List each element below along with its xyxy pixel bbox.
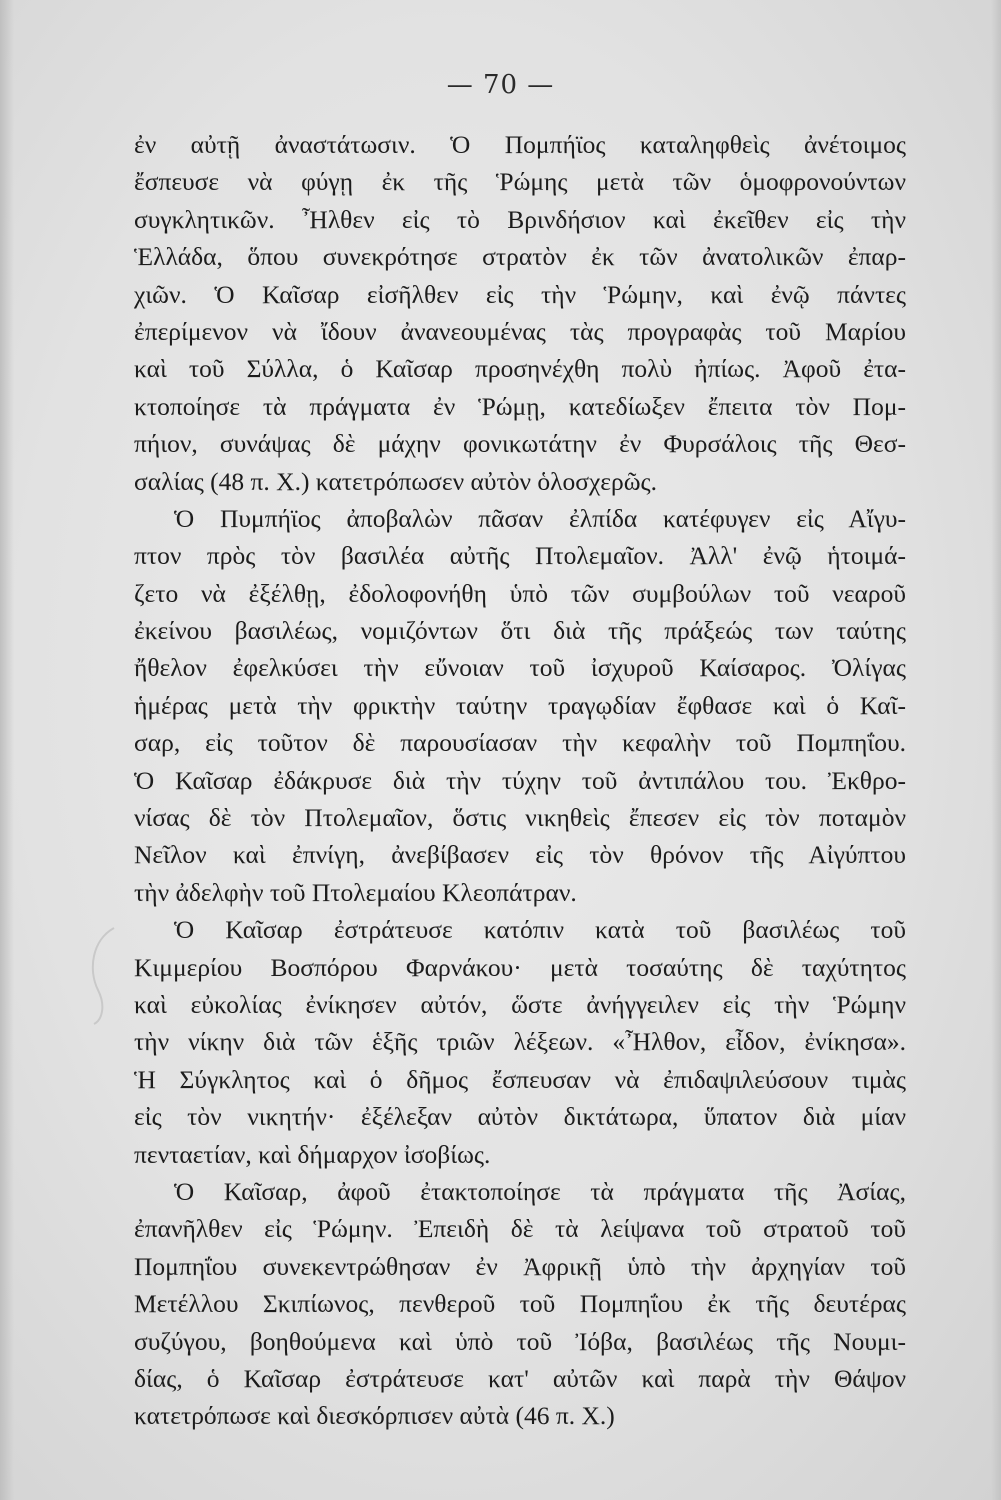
paragraph [134,500,906,911]
text-line: ἡμέρας μετὰ τὴν φρικτὴν ταύτην τραγῳδίαν ἔφθασε καὶ ὁ Καῖ- [134,690,906,720]
text-line: ἐπανῆλθεν εἰς Ῥώμην. Ἐπειδὴ δὲ τὰ λείψανα τοῦ στρατοῦ τοῦ [134,1214,906,1244]
text-line: κτοποίησε τὰ πράγματα ἐν Ῥώμῃ, κατεδίωξεν ἔπειτα τὸν Πομ- [134,391,906,421]
text-line: Ὁ Καῖσαρ ἐδάκρυσε διὰ τὴν τύχην τοῦ ἀντιπάλου του. Ἐκθρο- [134,765,906,795]
text-line: Νεῖλον καὶ ἐπνίγη, ἀνεβίβασεν εἰς τὸν θρόνον τῆς Αἰγύπτου [134,840,906,870]
text-line: πτον πρὸς τὸν βασιλέα αὐτῆς Πτολεμαῖον. Ἀλλ' ἐνῷ ἡτοιμά- [134,541,906,571]
text-line: ἐν αὐτῇ ἀναστάτωσιν. Ὁ Πομπήϊος καταληφθεὶς ἀνέτοιμος [134,130,906,159]
text-line: Κιμμερίου Βοσπόρου Φαρνάκου· μετὰ τοσαύτης δὲ ταχύτητος [134,952,906,982]
text-line: τὴν νίκην διὰ τῶν ἑξῆς τριῶν λέξεων. «Ἦλθον, εἶδον, ἐνίκησα». [134,1027,906,1057]
paragraph [134,1173,906,1435]
page-number: — 70 — [446,70,555,100]
text-line: πενταετίαν, καὶ δήμαρχον ἰσοβίως. [134,1139,491,1169]
paragraph [134,126,906,500]
text-line: Ἡ Σύγκλητος καὶ ὁ δῆμος ἔσπευσαν νὰ ἐπιδαψιλεύσουν τιμὰς [134,1064,906,1094]
text-line: Ὁ Πυμπήϊος ἀποβαλὼν πᾶσαν ἐλπίδα κατέφυγεν εἰς Αἴγυ- [174,503,906,533]
text-line: ἤθελον ἐφελκύσει τὴν εὔνοιαν τοῦ ἰσχυροῦ Καίσαρος. Ὀλίγας [134,653,906,683]
text-line: εἰς τὸν νικητήν· ἐξέλεξαν αὐτὸν δικτάτωρα, ὕπατον διὰ μίαν [134,1102,906,1132]
text-line: δίας, ὁ Καῖσαρ ἐστράτευσε κατ' αὐτῶν καὶ παρὰ τὴν Θάψον [134,1363,906,1393]
text-line: ζετο νὰ ἐξέλθῃ, ἐδολοφονήθη ὑπὸ τῶν συμβούλων τοῦ νεαροῦ [134,578,906,608]
text-line: Ὁ Καῖσαρ, ἀφοῦ ἐτακτοποίησε τὰ πράγματα τῆς Ἀσίας, [174,1176,906,1206]
text-line: Ἑλλάδα, ὅπου συνεκρότησε στρατὸν ἐκ τῶν ἀνατολικῶν ἐπαρ- [134,242,906,272]
text-line: σαρ, εἰς τοῦτον δὲ παρουσίασαν τὴν κεφαλὴν τοῦ Πομπηΐου. [134,728,906,758]
text-line: τὴν ἀδελφὴν τοῦ Πτολεμαίου Κλεοπάτραν. [134,877,577,907]
paragraph [134,911,906,1173]
text-line: κατετρόπωσε καὶ διεσκόρπισεν αὐτὰ (46 π. Χ.) [134,1401,615,1431]
text-line: νίσας δὲ τὸν Πτολεμαῖον, ὅστις νικηθεὶς ἔπεσεν εἰς τὸν ποταμὸν [134,803,906,833]
text-line: σαλίας (48 π. Χ.) κατετρόπωσεν αὐτὸν ὁλοσχερῶς. [134,466,657,496]
text-line: καὶ εὐκολίας ἐνίκησεν αὐτόν, ὥστε ἀνήγγειλεν εἰς τὴν Ῥώμην [134,989,906,1019]
text-line: συζύγου, βοηθούμενα καὶ ὑπὸ τοῦ Ἰόβα, βασιλέως τῆς Νουμι- [134,1326,906,1356]
text-line: πήιον, συνάψας δὲ μάχην φονικωτάτην ἐν Φυρσάλοις τῆς Θεσ- [134,429,906,459]
pencil-mark-icon [84,920,124,1030]
text-line: ἐκείνου βασιλέως, νομιζόντων ὅτι διὰ τῆς πράξεώς των ταύτης [134,616,906,646]
text-line: Πομπηΐου συνεκεντρώθησαν ἐν Ἀφρικῇ ὑπὸ τὴν ἀρχηγίαν τοῦ [134,1251,906,1281]
text-line: συγκλητικῶν. Ἦλθεν εἰς τὸ Βρινδήσιον καὶ ἐκεῖθεν εἰς τὴν [134,204,906,234]
text-line: ἐπερίμενον νὰ ἴδουν ἀνανεουμένας τὰς προγραφὰς τοῦ Μαρίου [134,316,906,346]
page-right-shadow [991,0,1001,1500]
text-line: Μετέλλου Σκιπίωνος, πενθεροῦ τοῦ Πομπηΐου ἐκ τῆς δευτέρας [134,1289,906,1319]
body-text [134,126,906,1435]
page-left-shadow [0,0,14,1500]
text-line: καὶ τοῦ Σύλλα, ὁ Καῖσαρ προσηνέχθη πολὺ ἠπίως. Ἀφοῦ ἐτα- [134,354,906,384]
text-line: Ὁ Καῖσαρ ἐστράτευσε κατόπιν κατὰ τοῦ βασιλέως τοῦ [174,915,906,945]
text-line: ἔσπευσε νὰ φύγῃ ἐκ τῆς Ῥώμης μετὰ τῶν ὁμοφρονούντων [134,167,906,197]
text-line: χιῶν. Ὁ Καῖσαρ εἰσῆλθεν εἰς τὴν Ῥώμην, καὶ ἐνῷ πάντες [134,279,906,309]
